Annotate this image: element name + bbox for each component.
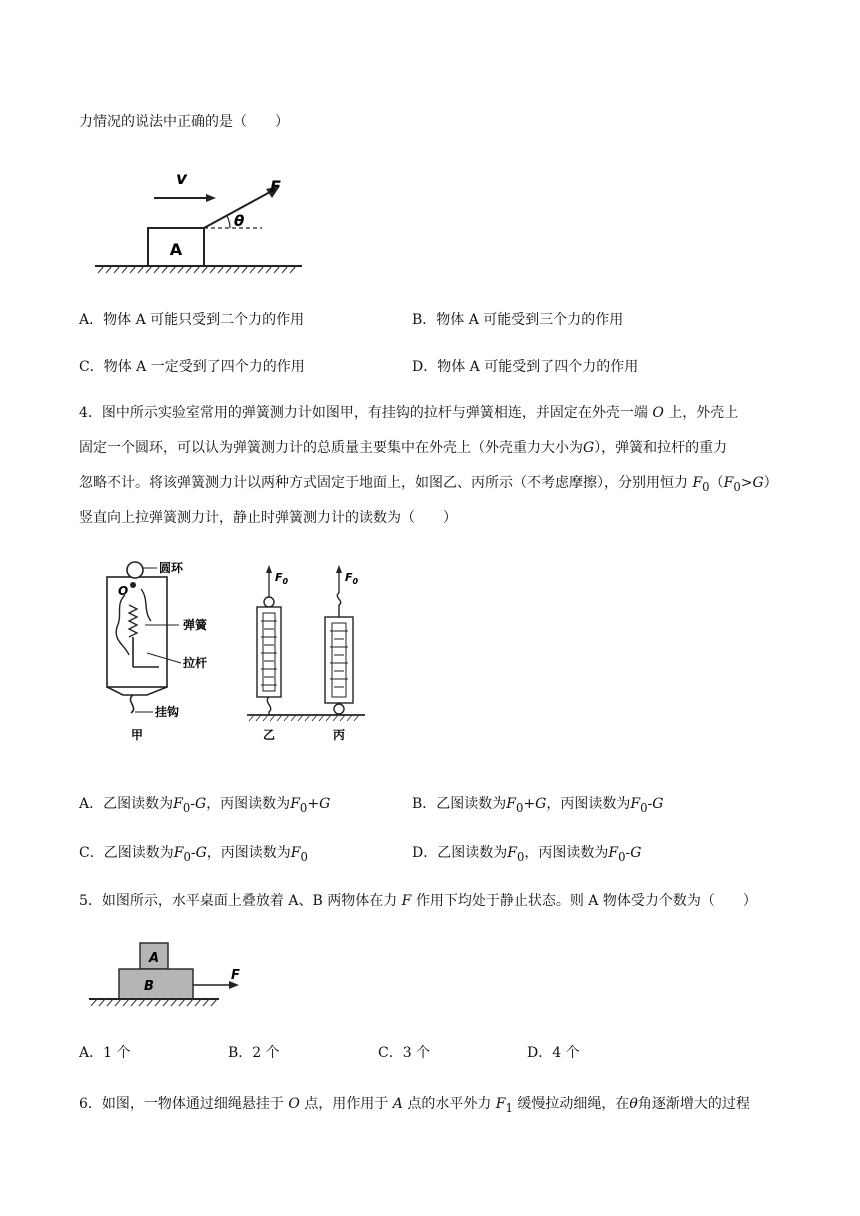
q4-option-b: B．乙图读数为$F_0+G$，丙图读数为$F_0-G$: [412, 796, 664, 815]
q3-option-d: D．物体 A 可能受到了四个力的作用: [412, 359, 639, 375]
q4-line-4: 竖直向上拉弹簧测力计，静止时弹簧测力计的读数为（ ）: [79, 510, 457, 526]
q4-line-1: 4．图中所示实验室常用的弹簧测力计如图甲，有挂钩的拉杆与弹簧相连，并固定在外壳一端 O 上，外壳上: [79, 405, 739, 421]
svg-text:A: A: [148, 951, 160, 966]
q4-label-rod: 拉杆: [183, 656, 208, 670]
q5-figure: [85, 935, 255, 1015]
q4-option-d: D．乙图读数为$F_0$，丙图读数为$F_0-G$: [412, 845, 642, 864]
q4-label-jia: 甲: [130, 728, 144, 742]
q4-label-spring: 弹簧: [183, 618, 208, 632]
svg-text:B: B: [144, 979, 154, 994]
q4-label-f0-bing: $F_0$: [345, 571, 359, 586]
q4-label-yi: 乙: [262, 728, 276, 742]
q4-option-c: C．乙图读数为$F_0-G$，丙图读数为$F_0$: [79, 845, 308, 864]
q4-label-f0-yi: $F_0$: [275, 571, 289, 586]
q5-option-b: B．2 个: [228, 1045, 280, 1061]
q3-option-a: A．物体 A 可能只受到二个力的作用: [79, 312, 305, 328]
q4-label-o: O: [118, 584, 129, 598]
q4-label-hook: 挂钩: [155, 705, 180, 719]
q4-figure: [95, 555, 375, 750]
q3-option-b: B．物体 A 可能受到三个力的作用: [412, 312, 624, 328]
svg-text:F: F: [231, 968, 240, 983]
q5-stem: 5．如图所示，水平桌面上叠放着 A、B 两物体在力 F 作用下均处于静止状态。则 A 物体受力个数为（ ）: [79, 893, 757, 909]
q6-stem: 6．如图，一物体通过细绳悬挂于 O 点，用作用于 A 点的水平外力 $F_1$ 缓慢拉动细绳，在θ角逐渐增大的过程: [79, 1096, 750, 1115]
q3-stem-tail: 力情况的说法中正确的是（ ）: [79, 114, 289, 130]
q3-figure: [90, 160, 310, 285]
q4-label-bing: 丙: [332, 728, 346, 742]
q3-label-a: A: [169, 240, 183, 259]
q5-option-a: A．1 个: [79, 1045, 131, 1061]
q3-label-v: v: [176, 169, 188, 189]
q5-block-b: [119, 969, 193, 999]
q5-option-d: D．4 个: [527, 1045, 580, 1061]
q5-option-c: C．3 个: [378, 1045, 431, 1061]
q4-label-ring: 圆环: [159, 561, 184, 575]
q3-label-theta: θ: [234, 212, 245, 230]
q4-line-2: 固定一个圆环，可以认为弹簧测力计的总质量主要集中在外壳上（外壳重力大小为G），弹簧和拉杆的重力: [79, 440, 728, 456]
q4-line-3: 忽略不计。将该弹簧测力计以两种方式固定于地面上，如图乙、丙所示（不考虑摩擦），分别用恒力 $F_0(F_0>G)$: [79, 475, 778, 494]
q3-label-f: F: [270, 177, 281, 196]
q4-option-a: A．乙图读数为$F_0-G$，丙图读数为$F_0+G$: [79, 796, 331, 815]
q3-option-c: C．物体 A 一定受到了四个力的作用: [79, 359, 305, 375]
